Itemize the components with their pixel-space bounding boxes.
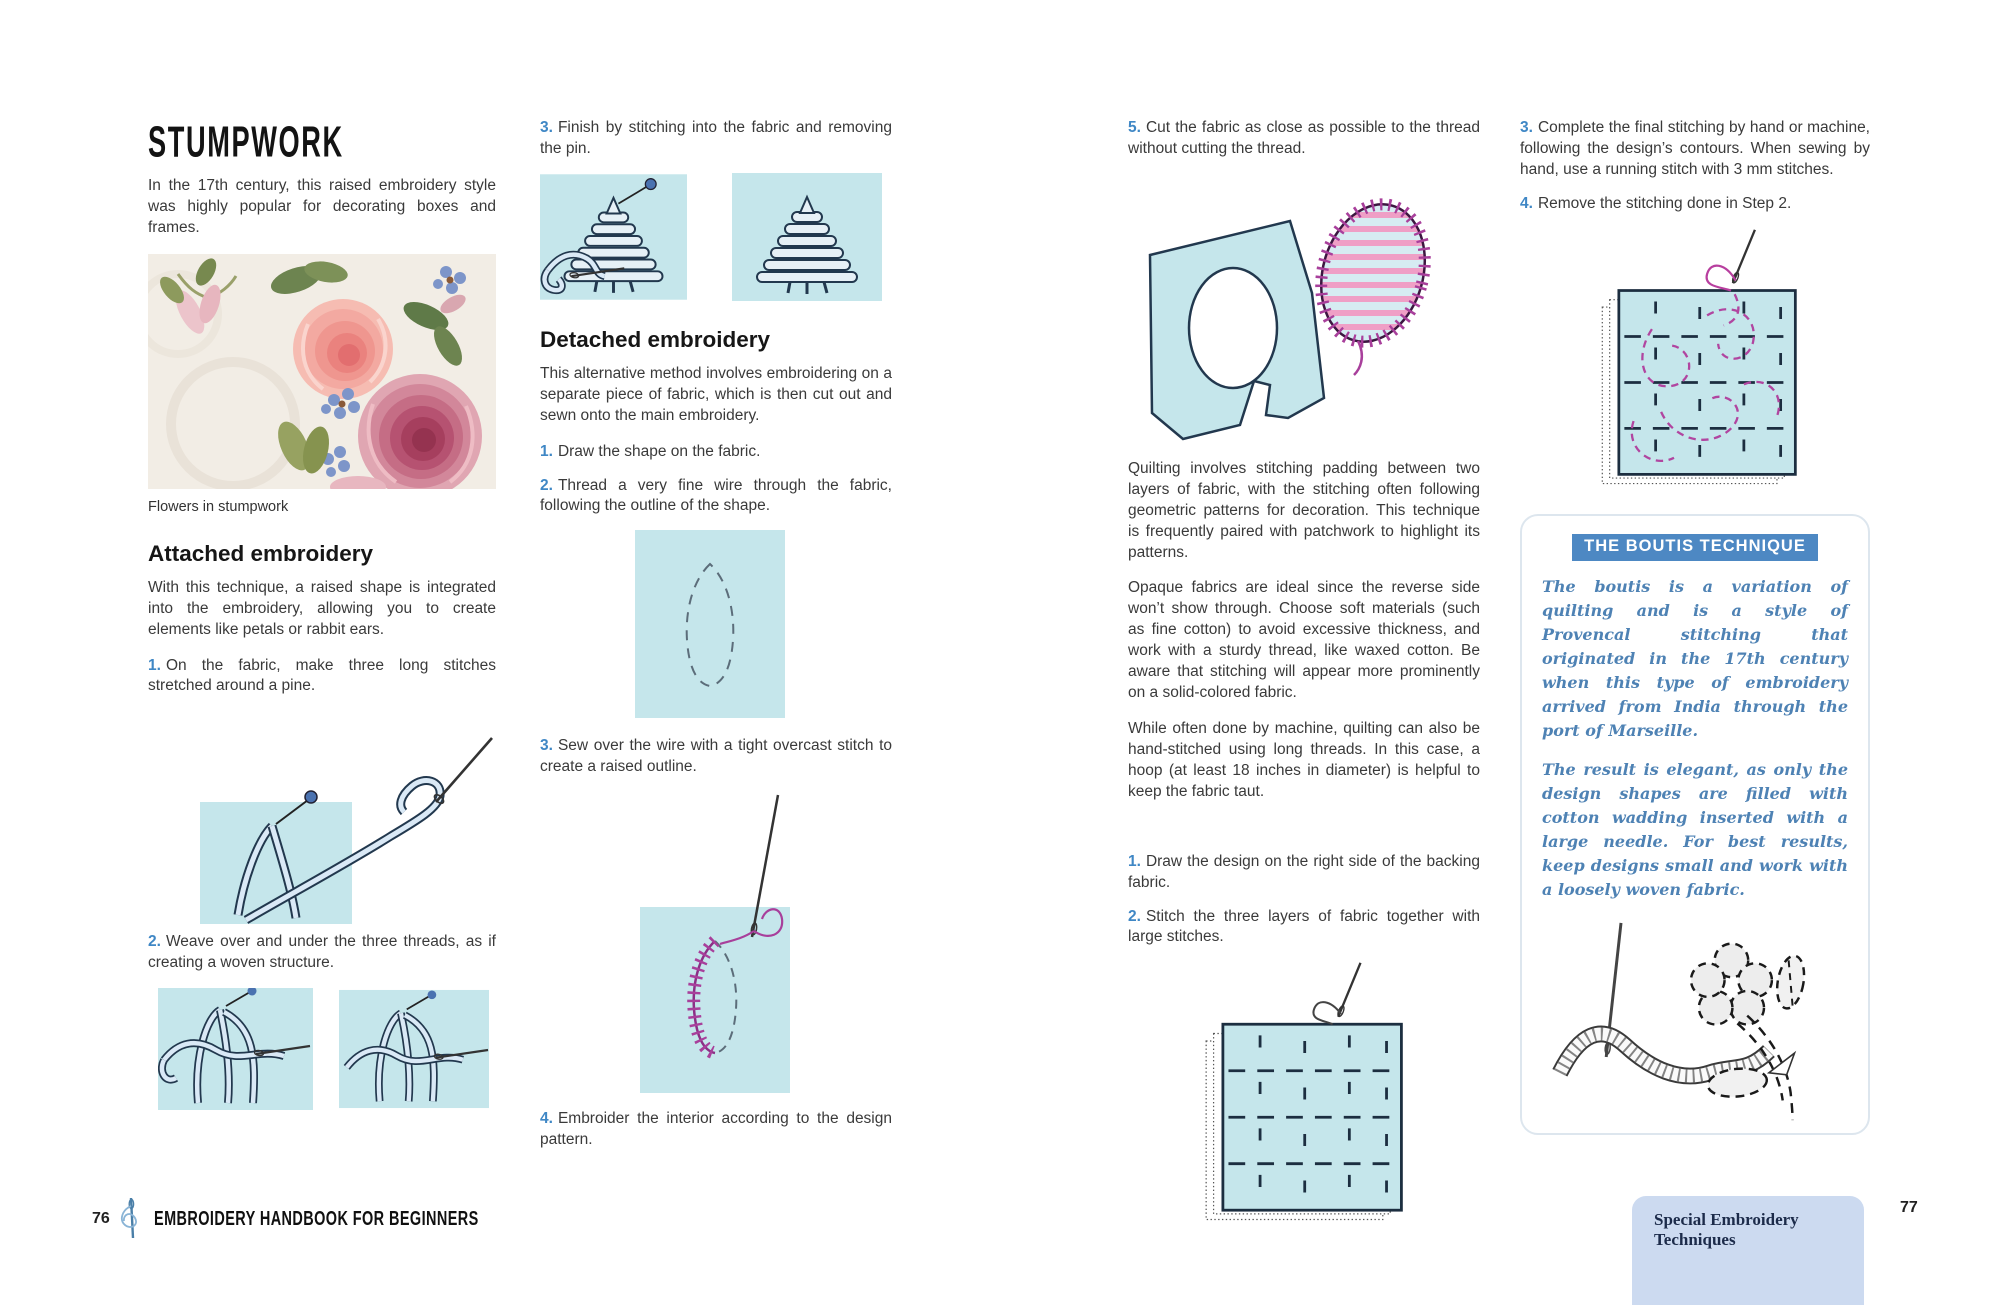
detached-step-1 bbox=[540, 442, 892, 463]
pyramid-diagram-1 bbox=[540, 173, 687, 301]
section-heading-detached: Detached embroidery bbox=[540, 326, 771, 352]
step-text: Draw the design on the right side of the backing fabric. bbox=[1128, 852, 1480, 891]
step-text: Stitch the three layers of fabric together with large stitches. bbox=[1128, 907, 1480, 946]
quilt-layers-diagram bbox=[1200, 961, 1415, 1226]
right-footer-box bbox=[1632, 1196, 1864, 1305]
quilt-scroll-diagram bbox=[1590, 228, 1815, 490]
step-text: Draw the shape on the fabric. bbox=[557, 442, 761, 460]
boutis-paragraph-2: The result is elegant, as only the design shapes are filled with cotton wadding inserted with a large needle. For best results, keep designs small and work with a loosely woven fabric. bbox=[1542, 759, 1848, 899]
detached-body: This alternative method involves embroidering on a separate piece of fabric, which is then cut out and sewn onto the main embroidery. bbox=[540, 364, 892, 424]
quilting-paragraph-2: Opaque fabrics are ideal since the reverse side won’t show through. Choose soft materials (such as fine cotton) to avoid excessive thickness, and work with a sturdy thread, like waxed cotton. Be aware that stitching will appear more prominently on a solid-colored fabric. bbox=[1128, 579, 1480, 702]
boutis-illustration bbox=[1542, 917, 1842, 1129]
step-text: Finish by stitching into the fabric and removing the pin. bbox=[540, 119, 892, 157]
quilting-step-3 bbox=[1520, 118, 1870, 181]
detached-step-2 bbox=[540, 476, 892, 518]
needle-thread-icon bbox=[118, 1196, 146, 1242]
step-text: Complete the final stitching by hand or machine, following the design’s contours. When sewing by hand, use a running stitch with 3 mm stitches. bbox=[1520, 119, 1870, 178]
section-title: Special Embroidery Techniques bbox=[1654, 1210, 1799, 1249]
step-number: 2. bbox=[540, 476, 553, 494]
quilting-step-4 bbox=[1520, 194, 1870, 215]
attached-body: With this technique, a raised shape is integrated into the embroidery, allowing you to create elements like petals or rabbit ears. bbox=[148, 578, 496, 638]
boutis-badge: THE BOUTIS TECHNIQUE bbox=[1572, 534, 1818, 561]
boutis-technique-box bbox=[1520, 514, 1870, 1135]
detached-step-5 bbox=[1128, 118, 1480, 160]
right-page-number: 77 bbox=[1900, 1199, 1918, 1216]
step-text: Weave over and under the three threads, as if creating a woven structure. bbox=[148, 933, 496, 972]
step-text: Cut the fabric as close as possible to the thread without cutting the thread. bbox=[1128, 119, 1480, 157]
stumpwork-photo bbox=[148, 254, 496, 489]
photo-caption: Flowers in stumpwork bbox=[148, 498, 289, 515]
step-number: 5. bbox=[1128, 119, 1141, 136]
weave-diagram-2 bbox=[339, 988, 489, 1110]
quilting-step-1 bbox=[1128, 852, 1480, 894]
left-footer bbox=[92, 1196, 536, 1242]
detached-step-3 bbox=[540, 736, 892, 778]
intro-paragraph: In the 17th century, this raised embroidery style was highly popular for decorating boxes and frames. bbox=[148, 177, 496, 236]
step-text: Thread a very fine wire through the fabric, following the outline of the shape. bbox=[540, 476, 892, 515]
step-text: Embroider the interior according to the design pattern. bbox=[540, 1110, 892, 1149]
column-2 bbox=[540, 118, 892, 1164]
quilting-paragraph-1: Quilting involves stitching padding between two layers of fabric, with the stitching often following geometric patterns for decoration. This technique is frequently paired with patchwork to highlight its patterns. bbox=[1128, 459, 1480, 561]
pyramid-diagrams-row bbox=[540, 173, 892, 301]
attached-step-2 bbox=[148, 932, 496, 974]
column-1 bbox=[148, 118, 496, 1110]
detached-step-4 bbox=[540, 1109, 892, 1151]
weave-diagrams-row bbox=[158, 988, 496, 1110]
step-number: 3. bbox=[540, 119, 553, 136]
quilting-step-2 bbox=[1128, 907, 1480, 949]
step-number: 2. bbox=[148, 933, 161, 951]
boutis-paragraph-1: The boutis is a variation of quilting and is a style of Provencal stitching that originated in the 17th century when this type of embroidery arrived from India through the port of Marseille. bbox=[1542, 576, 1848, 740]
page-title: STUMPWORK bbox=[148, 118, 344, 167]
step-number: 1. bbox=[148, 656, 161, 674]
step-number: 4. bbox=[540, 1110, 553, 1128]
step-text: Sew over the wire with a tight overcast stitch to create a raised outline. bbox=[540, 737, 892, 776]
attached-step1-diagram bbox=[148, 710, 496, 932]
quilting-paragraph-3: While often done by machine, quilting can also be hand-stitched using long threads. In this case, a hoop (at least 18 inches in diameter) is helpful to keep the fabric taut. bbox=[1128, 719, 1480, 800]
weave-diagram-1 bbox=[158, 988, 313, 1110]
petal-outline-diagram bbox=[635, 530, 785, 718]
cutout-fabric-diagram bbox=[1128, 173, 1480, 445]
column-4 bbox=[1520, 118, 1870, 1135]
step-text: On the fabric, make three long stitches stretched around a pine. bbox=[148, 656, 496, 695]
step-number: 2. bbox=[1128, 907, 1141, 925]
step-number: 4. bbox=[1520, 194, 1533, 212]
step-number: 3. bbox=[540, 737, 553, 755]
step-text: Remove the stitching done in Step 2. bbox=[1537, 194, 1792, 212]
step-number: 1. bbox=[540, 442, 553, 460]
step-number: 1. bbox=[1128, 852, 1141, 870]
column-3 bbox=[1128, 118, 1480, 1226]
book-title: EMBROIDERY HANDBOOK FOR BEGINNERS bbox=[153, 1206, 479, 1230]
left-page-number: 76 bbox=[92, 1210, 110, 1227]
attached-step-3 bbox=[540, 118, 892, 160]
attached-step-1 bbox=[148, 656, 496, 698]
pyramid-diagram-2 bbox=[732, 173, 882, 301]
step-number: 3. bbox=[1520, 119, 1533, 136]
overcast-stitch-diagram bbox=[630, 791, 800, 1093]
section-heading-attached: Attached embroidery bbox=[148, 540, 374, 566]
